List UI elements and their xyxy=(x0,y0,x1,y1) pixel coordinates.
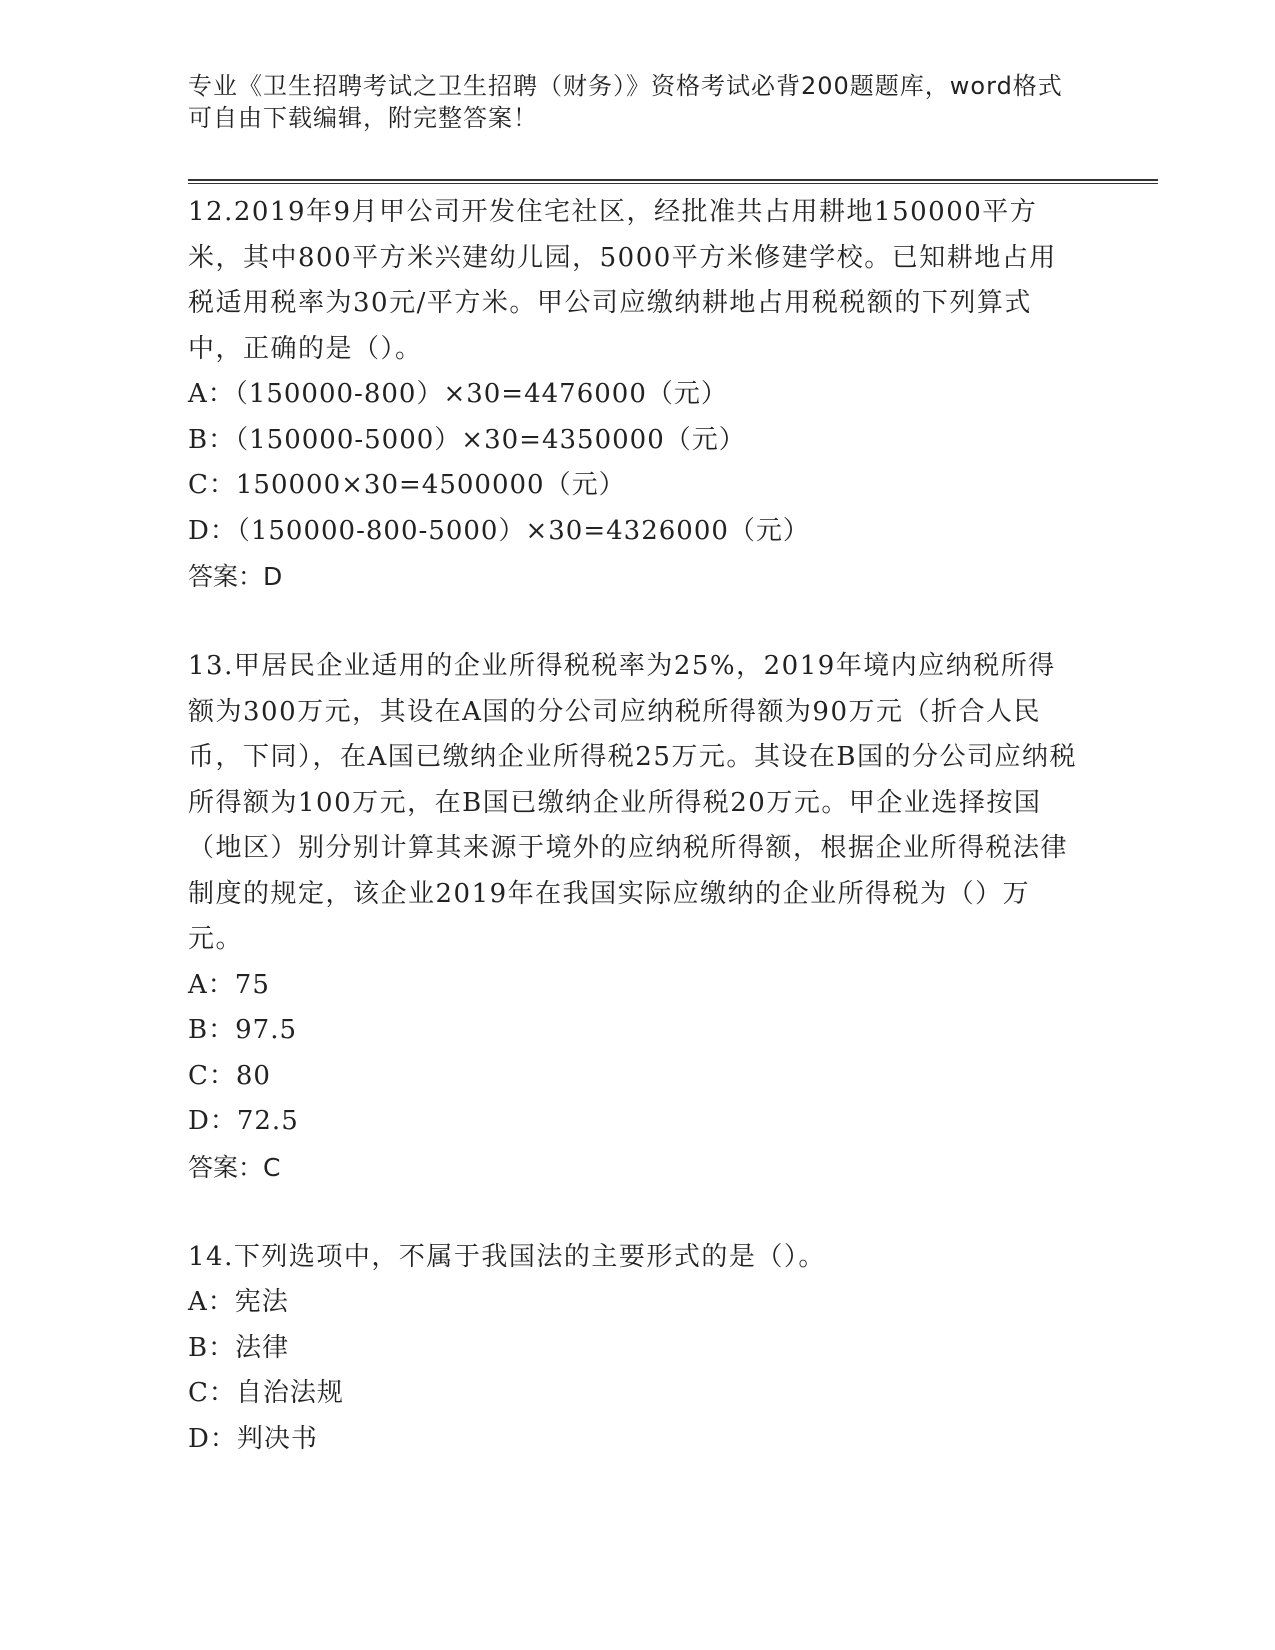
header-line-1: 专业《卫生招聘考试之卫生招聘（财务）》资格考试必背200题题库，word格式 xyxy=(188,72,1063,100)
option-d: D：判决书 xyxy=(188,1423,318,1454)
question-spacer xyxy=(188,1191,1078,1235)
header-line-2: 可自由下载编辑，附完整答案！ xyxy=(188,104,538,132)
question-12 xyxy=(188,190,1078,600)
question-14 xyxy=(188,1235,1078,1463)
question-text: 13.甲居民企业适用的企业所得税税率为25%，2019年境内应纳税所得额为300万元，其设在A国的分公司应纳税所得额为90万元（折合人民币，下同），在A国已缴纳企业所得税25万元。其设在B国的分公司应纳税所得额为100万元，在B国已缴纳企业所得税20万元。甲企业选择按国（地区）别分别计算其来源于境外的应纳税所得额，根据企业所得税法律制度的规定，该企业2019年在我国实际应缴纳的企业所得税为（）万元。 xyxy=(188,651,1077,954)
question-spacer xyxy=(188,600,1078,644)
question-text: 12.2019年9月甲公司开发住宅社区，经批准共占用耕地150000平方米，其中800平方米兴建幼儿园，5000平方米修建学校。已知耕地占用税适用税率为30元/平方米。甲公司应缴纳耕地占用税税额的下列算式中，正确的是（）。 xyxy=(188,197,1057,364)
option-b: B：（150000-5000）×30=4350000（元） xyxy=(188,424,746,455)
question-list xyxy=(188,190,1078,1462)
option-c: C：自治法规 xyxy=(188,1378,344,1408)
document-header xyxy=(188,70,1068,134)
option-c: C：80 xyxy=(188,1060,271,1091)
question-text: 14.下列选项中，不属于我国法的主要形式的是（）。 xyxy=(188,1241,826,1272)
answer-text: 答案：D xyxy=(188,562,283,591)
header-divider-thin xyxy=(188,183,1158,184)
option-d: D：72.5 xyxy=(188,1106,299,1136)
option-a: A：宪法 xyxy=(188,1287,289,1317)
option-c: C：150000×30=4500000（元） xyxy=(188,470,626,500)
option-d: D：（150000-800-5000）×30=4326000（元） xyxy=(188,515,810,546)
option-a: A：（150000-800）×30=4476000（元） xyxy=(188,379,728,409)
option-a: A：75 xyxy=(188,969,270,1000)
header-divider-thick xyxy=(188,179,1158,181)
question-13 xyxy=(188,644,1078,1191)
answer-text: 答案：C xyxy=(188,1152,281,1182)
option-b: B：法律 xyxy=(188,1332,290,1363)
option-b: B：97.5 xyxy=(188,1015,297,1045)
